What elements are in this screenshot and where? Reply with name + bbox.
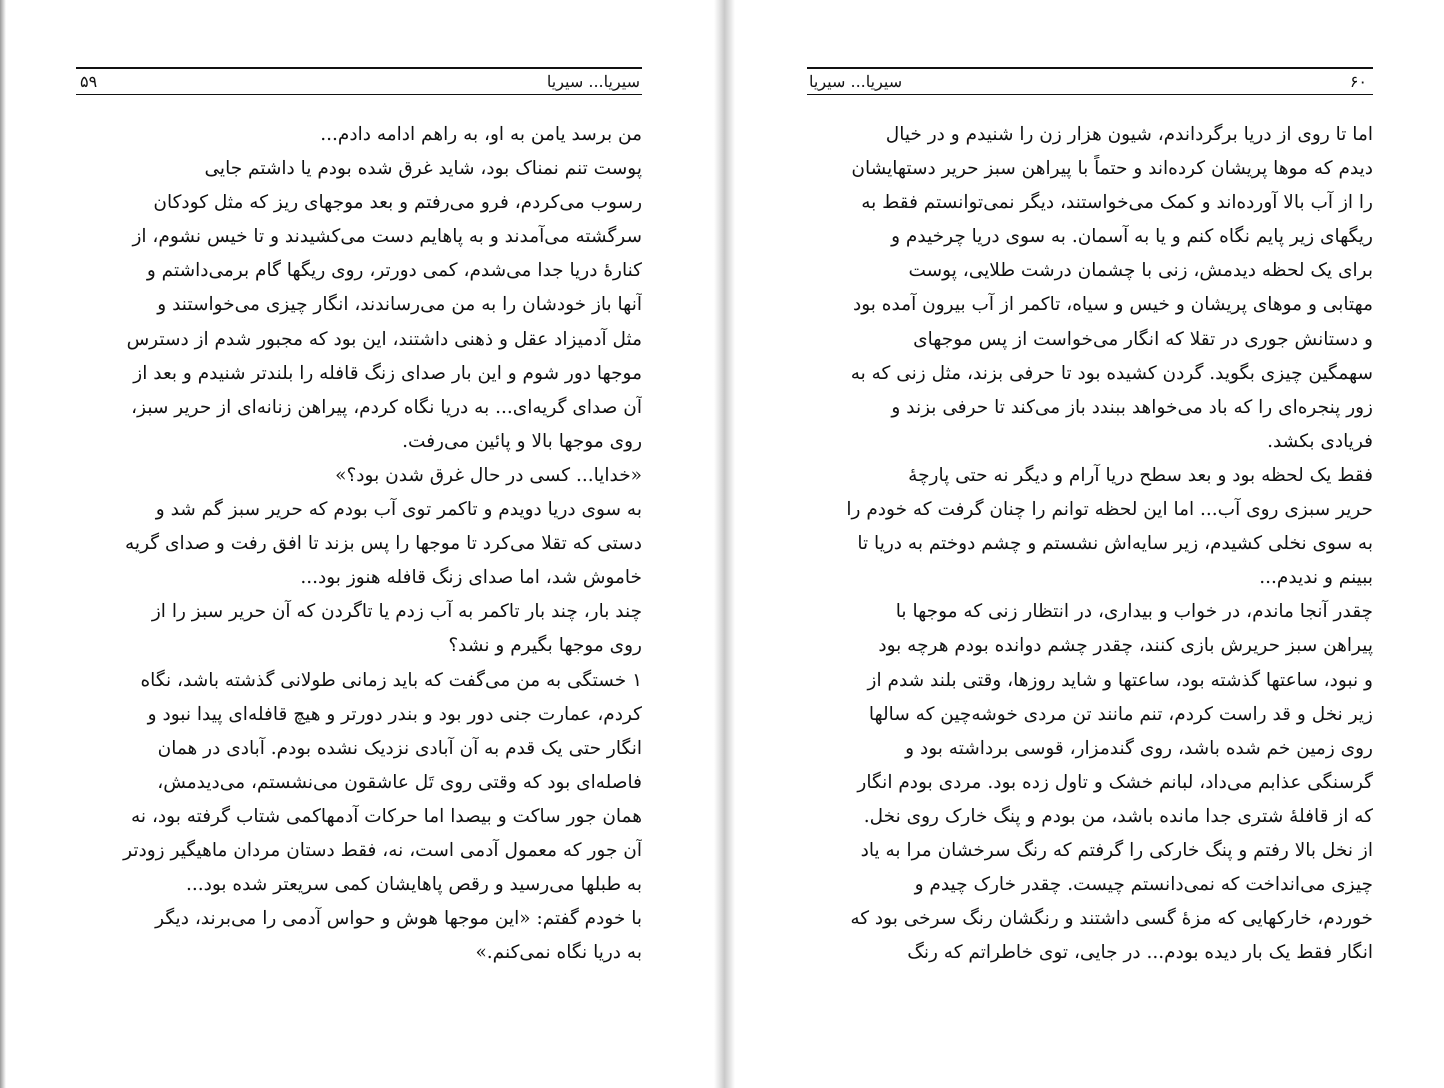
text-line: با خودم گفتم: «این موجها هوش و حواس آدمی را می‌برند، دیگر	[155, 908, 642, 930]
running-title: سیریا... سیریا	[809, 72, 903, 91]
page-header	[807, 67, 1373, 95]
text-line: من برسد یامن به او، به راهم ادامه دادم...	[320, 124, 642, 145]
page-number: ۶۰	[1349, 72, 1367, 91]
text-line: را از آب بالا آورده‌اند و کمک می‌خواستند، دیگر نمی‌توانستم فقط به	[861, 192, 1373, 214]
text-line: اما تا روی از دریا برگرداندم، شیون هزار زن را شنیدم و در خیال	[885, 124, 1373, 145]
text-line: ۱ خستگی به من می‌گفت که باید زمانی طولانی گذشته باشد، نگاه	[140, 669, 642, 691]
text-line: انگار حتی یک قدم به آن آبادی نزدیک نشده بودم. آبادی در همان	[157, 737, 642, 759]
text-line: دستی که تقلا می‌کرد تا موجها را پس بزند تا افق رفت و صدای گریه	[125, 533, 642, 555]
text-line: چیزی می‌انداخت که نمی‌دانستم چیست. چقدر خارک چیدم و	[914, 874, 1373, 896]
text-line: حریر سبزی روی آب... اما این لحظه توانم را چنان گرفت که خودم را	[846, 499, 1373, 521]
text-line: آن صدای گریه‌ای... به دریا نگاه کردم، پیراهن زنانه‌ای از حریر سبز،	[131, 396, 642, 418]
text-line: «خدایا... کسی در حال غرق شدن بود؟»	[335, 464, 642, 486]
text-line: رسوب می‌کردم، فرو می‌رفتم و بعد موجهای ریز که مثل کودکان	[153, 192, 642, 214]
text-line: روی موجها بالا و پائین می‌رفت.	[402, 430, 642, 452]
page-number: ۵۹	[80, 72, 98, 91]
text-line: که از قافلهٔ شتری جدا مانده باشد، من بودم و پنگ خارک روی نخل.	[863, 805, 1373, 827]
text-line: زیر نخل و قد راست کردم، تنم مانند تن مردی خوشه‌چین که سالها	[868, 703, 1373, 725]
text-line: از نخل بالا رفتم و پنگ خارکی را گرفتم که رنگ سرخشان مرا به یاد	[860, 839, 1373, 861]
text-line: فاصله‌ای بود که وقتی روی تَل عاشقون می‌نشستم، می‌دیدمش،	[157, 771, 642, 793]
page-header	[76, 67, 642, 95]
body-text	[807, 118, 1373, 970]
text-line: گرسنگی عذابم می‌داد، لبانم خشک و تاول زده بود. مردی بودم انگار	[857, 771, 1373, 793]
text-line: مثل آدمیزاد عقل و ذهنی داشتند، این بود که مجبور شدم از دسترس	[126, 328, 642, 350]
text-line: سهمگین چیزی بگوید. گردن کشیده بود تا حرفی بزند، مثل زنی که به	[850, 362, 1373, 384]
text-line: همان جور ساکت و بیصدا اما حرکات آدمهاکمی شتاب گرفته بود، نه	[131, 805, 642, 827]
text-line: انگار فقط یک بار دیده بودم... در جایی، توی خاطراتم که رنگ	[907, 942, 1373, 964]
book-gutter	[714, 0, 735, 1088]
text-line: به دریا نگاه نمی‌کنم.»	[475, 942, 642, 964]
text-line: فقط یک لحظه بود و بعد سطح دریا آرام و دیگر نه حتی پارچهٔ	[908, 464, 1373, 486]
left-page	[0, 0, 714, 1088]
text-line: چند بار، چند بار تاکمر به آب زدم یا تاگردن که آن حریر سبز را از	[151, 601, 642, 623]
right-page	[735, 0, 1444, 1088]
text-line: و نبود، ساعتها گذشته بود، ساعتها و شاید روزها، وقتی بلند شدم از	[867, 669, 1373, 691]
text-line: دیدم که موها پریشان کرده‌اند و حتماً با پیراهن سبز حریر دستهایشان	[851, 158, 1373, 180]
text-line: آن جور که معمول آدمی است، نه، فقط دستان مردان ماهیگیر زودتر	[123, 839, 642, 861]
text-line: مهتابی و موهای پریشان و خیس و سیاه، تاکمر از آب بیرون آمده بود	[852, 294, 1373, 316]
text-line: چقدر آنجا ماندم، در خواب و بیداری، در انتظار زنی که موجها با	[895, 601, 1373, 623]
text-line: پیراهن سبز حریرش بازی کنند، چقدر چشم دوانده بودم هرچه بود	[878, 635, 1373, 657]
text-line: روی موجها بگیرم و نشد؟	[448, 635, 642, 657]
text-line: به سوی نخلی کشیدم، زیر سایه‌اش نشستم و چشم دوختم به دریا تا	[857, 533, 1373, 555]
body-text	[76, 118, 642, 970]
text-line: کنارهٔ دریا جدا می‌شدم، کمی دورتر، روی ریگها گام برمی‌داشتم و	[146, 260, 642, 282]
text-line: و دستانش جوری در تقلا که انگار می‌خواست از پس موجهای	[913, 328, 1373, 350]
text-line: پوست تنم نمناک بود، شاید غرق شده بودم یا داشتم جایی	[204, 158, 642, 180]
text-line: کردم، عمارت جنی دور بود و بندر دورتر و هیچ قافله‌ای پیدا نبود و	[147, 703, 642, 725]
text-line: برای یک لحظه دیدمش، زنی با چشمان درشت طلایی، پوست	[908, 260, 1373, 282]
text-line: آنها باز خودشان را به من می‌رساندند، انگار چیزی می‌خواستند و	[157, 294, 642, 316]
text-line: ریگهای زیر پایم نگاه کنم و یا به آسمان. به سوی دریا چرخیدم و	[891, 226, 1373, 248]
text-line: سرگشته می‌آمدند و به پاهایم دست می‌کشیدند و تا خیس نشوم، از	[132, 226, 642, 248]
text-line: روی زمین خم شده باشد، روی گندمزار، قوسی برداشته بود و	[905, 737, 1373, 759]
text-line: خاموش شد، اما صدای زنگ قافله هنوز بود...	[300, 567, 642, 589]
running-title: سیریا... سیریا	[546, 72, 640, 91]
text-line: به طبلها می‌رسید و رقص پاهایشان کمی سریعتر شده بود...	[185, 874, 642, 896]
text-line: زور پنجره‌ای را که باد می‌خواهد ببندد باز می‌کند تا حرفی بزند و	[891, 396, 1373, 418]
text-line: ببینم و ندیدم...	[1259, 567, 1373, 589]
text-line: موجها دور شوم و این بار صدای زنگ قافله را بلندتر شنیدم و بعد از	[133, 362, 642, 384]
text-line: به سوی دریا دویدم و تاکمر توی آب بودم که حریر سبز گم شد و	[155, 499, 642, 521]
text-line: خوردم، خارکهایی که مزهٔ گسی داشتند و رنگشان رنگ سرخی بود که	[850, 908, 1373, 930]
text-line: فریادی بکشد.	[1267, 430, 1373, 452]
